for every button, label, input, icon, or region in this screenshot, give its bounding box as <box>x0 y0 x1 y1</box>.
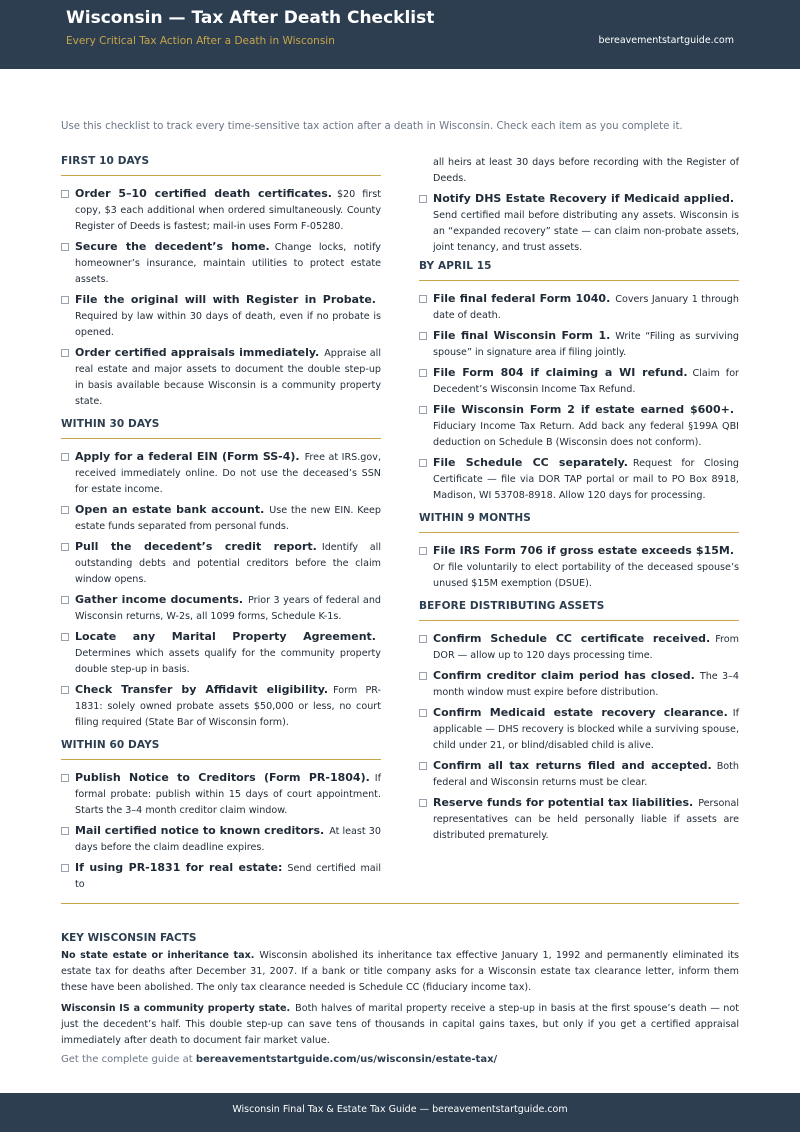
checklist-item <box>61 629 381 678</box>
checklist-item <box>419 328 739 361</box>
item-text: Free at IRS.gov, received immediately online. Do not use the deceased’s SSN for estate income. <box>75 452 381 495</box>
section-title: WITHIN 30 DAYS <box>61 418 160 430</box>
guide-link[interactable]: bereavementstartguide.com/us/wisconsin/estate-tax/ <box>195 1054 498 1065</box>
item-lead: Confirm Schedule CC certificate received. <box>433 632 711 645</box>
item-text: Form PR-1831: solely owned probate assets $50,000 or less, no court filing required (State Bar of Wisconsin form). <box>75 685 381 728</box>
checkbox[interactable] <box>419 406 427 414</box>
checklist-item <box>61 770 381 819</box>
checklist-item <box>61 449 381 498</box>
checkbox[interactable] <box>419 799 427 807</box>
item-lead: Secure the decedent’s home. <box>75 240 270 253</box>
section-by-april-15 <box>419 260 739 504</box>
section-divider <box>419 280 739 281</box>
item-text: Covers January 1 through date of death. <box>433 294 739 321</box>
item-text: Both federal and Wisconsin returns must be clear. <box>433 761 739 788</box>
section-title: WITHIN 9 MONTHS <box>419 512 531 524</box>
checkbox[interactable] <box>61 190 69 198</box>
section-divider <box>419 532 739 533</box>
section-title: BEFORE DISTRIBUTING ASSETS <box>419 600 605 612</box>
checkbox[interactable] <box>419 709 427 717</box>
item-lead: Check Transfer by Affidavit eligibility. <box>75 683 329 696</box>
item-text: From DOR — allow up to 120 days processing time. <box>433 634 739 661</box>
page-header <box>0 0 800 69</box>
checkbox[interactable] <box>61 864 69 872</box>
checklist-item <box>61 292 381 341</box>
item-lead: Apply for a federal EIN (Form SS-4). <box>75 450 300 463</box>
checkbox[interactable] <box>419 369 427 377</box>
checklist-item <box>419 668 739 701</box>
checkbox[interactable] <box>419 459 427 467</box>
checkbox[interactable] <box>419 295 427 303</box>
guide-prefix: Get the complete guide at <box>61 1054 193 1065</box>
section-title: FIRST 10 DAYS <box>61 155 150 167</box>
checkbox[interactable] <box>61 827 69 835</box>
fact-paragraph <box>61 1001 739 1049</box>
item-lead: If using PR-1831 for real estate: <box>75 861 283 874</box>
item-text: Personal representatives can be held personally liable if assets are distributed prematurely. <box>433 798 739 841</box>
item-text: Prior 3 years of federal and Wisconsin returns, W-2s, all 1099 forms, Schedule K-1s. <box>75 595 381 622</box>
item-text: Claim for Decedent’s Wisconsin Income Tax Refund. <box>433 368 740 395</box>
item-text: Or file voluntarily to elect portability of the deceased spouse’s unused $15M exemption (DSUE). <box>433 562 739 589</box>
checklist-item <box>419 191 739 256</box>
fact-text: Both halves of marital property receive a step-up in basis at the first spouse’s death — not just the decedent’s half. This double step-up can save tens of thousands in capital gains taxes, but only if you get a certified appraisal immediately after death to document fair market value. <box>61 1003 739 1046</box>
section-title: WITHIN 60 DAYS <box>61 739 160 751</box>
item-lead: Locate any Marital Property Agreement. <box>75 630 376 643</box>
checkbox[interactable] <box>61 506 69 514</box>
item-text: At least 30 days before the claim deadline expires. <box>75 826 381 853</box>
item-text: Identify all outstanding debts and potential creditors before the claim window opens. <box>75 542 381 585</box>
checklist-item <box>61 345 381 410</box>
item-lead: Confirm creditor claim period has closed. <box>433 669 695 682</box>
item-lead: File final Wisconsin Form 1. <box>433 329 611 342</box>
intro-text: Use this checklist to track every time-sensitive tax action after a death in Wisconsin. Check each item as you complete it. <box>61 121 683 132</box>
checkbox[interactable] <box>419 547 427 555</box>
item-lead: Order 5–10 certified death certificates. <box>75 187 332 200</box>
checklist-item <box>419 705 739 754</box>
item-text: Request for Closing Certificate — file via DOR TAP portal or mail to PO Box 8918, Madison, WI 53708-8918. Allow 120 days for processing. <box>433 458 739 501</box>
checkbox[interactable] <box>61 686 69 694</box>
checkbox[interactable] <box>419 635 427 643</box>
checklist-item <box>419 291 739 324</box>
item-lead: Gather income documents. <box>75 593 244 606</box>
item-text: Determines which assets qualify for the community property double step-up in basis. <box>75 648 381 675</box>
item-lead: Publish Notice to Creditors (Form PR-1804). <box>75 771 370 784</box>
checkbox[interactable] <box>61 543 69 551</box>
section-within-30-days <box>61 418 381 731</box>
fact-text: Wisconsin abolished its inheritance tax effective January 1, 1992 and permanently eliminated its estate tax for deaths after December 31, 2007. If a bank or title company asks for a Wisconsin estate tax clearance letter, inform them these have been abolished. The only tax clearance needed is Schedule CC (fiduciary income tax). <box>61 950 739 993</box>
checklist-item <box>61 823 381 856</box>
item-lead: File IRS Form 706 if gross estate exceeds $15M. <box>433 544 734 557</box>
checklist-item <box>61 860 381 893</box>
checkbox[interactable] <box>61 774 69 782</box>
fact-lead: No state estate or inheritance tax. <box>61 950 255 961</box>
checkbox[interactable] <box>61 349 69 357</box>
checkbox[interactable] <box>61 453 69 461</box>
checklist-item <box>419 758 739 791</box>
item-continuation: all heirs at least 30 days before recording with the Register of Deeds. <box>433 157 739 184</box>
item-text: Required by law within 30 days of death, even if no probate is opened. <box>75 311 381 338</box>
facts-title: KEY WISCONSIN FACTS <box>61 932 197 944</box>
item-text: Appraise all real estate and major assets to document the double step-up in basis available because Wisconsin is a community property state. <box>75 348 381 407</box>
checklist-item <box>61 539 381 588</box>
item-lead: Open an estate bank account. <box>75 503 265 516</box>
item-lead: File Wisconsin Form 2 if estate earned $600+. <box>433 403 734 416</box>
checklist-item <box>61 239 381 288</box>
checkbox[interactable] <box>61 296 69 304</box>
item-text: If formal probate: publish within 15 days of court appointment. Starts the 3–4 month creditor claim window. <box>75 773 381 816</box>
item-text: The 3–4 month window must expire before distribution. <box>433 671 739 698</box>
section-before-distributing <box>419 600 739 844</box>
checklist-item <box>419 795 739 844</box>
section-first-10-days <box>61 155 381 410</box>
item-lead: File Form 804 if claiming a WI refund. <box>433 366 688 379</box>
item-lead: Reserve funds for potential tax liabilities. <box>433 796 694 809</box>
section-divider <box>61 175 381 176</box>
guide-line <box>61 1054 739 1065</box>
item-text: Use the new EIN. Keep estate funds separated from personal funds. <box>75 505 381 532</box>
item-lead: File Schedule CC separately. <box>433 456 628 469</box>
checkbox[interactable] <box>419 332 427 340</box>
section-divider <box>61 759 381 760</box>
checklist-item <box>61 592 381 625</box>
item-lead: Pull the decedent’s credit report. <box>75 540 317 553</box>
section-divider <box>419 620 739 621</box>
item-text: $20 first copy, $3 each additional when ordered simultaneously. County Register of Deeds is fastest; mail-in uses Form F-05280. <box>75 189 382 232</box>
checkbox[interactable] <box>61 243 69 251</box>
fact-lead: Wisconsin IS a community property state. <box>61 1003 291 1014</box>
fact-paragraph <box>61 948 739 996</box>
page-subtitle: Every Critical Tax Action After a Death in Wisconsin <box>66 35 335 47</box>
checklist-item <box>61 186 381 235</box>
header-site-link[interactable]: bereavementstartguide.com <box>598 35 734 46</box>
section-divider <box>61 438 381 439</box>
item-lead: Confirm Medicaid estate recovery clearance. <box>433 706 728 719</box>
checklist-item <box>419 365 739 398</box>
checklist-item <box>419 543 739 592</box>
item-lead: Notify DHS Estate Recovery if Medicaid applied. <box>433 192 734 205</box>
key-facts <box>61 932 739 1065</box>
checklist-item <box>419 631 739 664</box>
facts-divider <box>61 903 739 904</box>
section-within-9-months <box>419 512 739 592</box>
item-lead: Order certified appraisals immediately. <box>75 346 320 359</box>
right-column <box>419 155 739 848</box>
item-text: Send certified mail before distributing any assets. Wisconsin is an “expanded recovery” state — can claim non-probate assets, joint tenancy, and trust assets. <box>433 210 739 253</box>
checkbox[interactable] <box>61 633 69 641</box>
checklist-item <box>61 682 381 731</box>
item-text: If applicable — DHS recovery is blocked while a surviving spouse, child under 21, or blind/disabled child is alive. <box>433 708 739 751</box>
checklist-item <box>419 455 739 504</box>
section-title: BY APRIL 15 <box>419 260 492 272</box>
checkbox[interactable] <box>419 762 427 770</box>
checkbox[interactable] <box>419 195 427 203</box>
checkbox[interactable] <box>61 596 69 604</box>
checkbox[interactable] <box>419 672 427 680</box>
page-footer <box>0 1093 800 1132</box>
checklist-item <box>419 402 739 451</box>
item-lead: Mail certified notice to known creditors. <box>75 824 325 837</box>
section-within-60-days <box>61 739 381 893</box>
left-column <box>61 155 381 897</box>
item-lead: Confirm all tax returns filed and accepted. <box>433 759 712 772</box>
item-text: Write “Filing as surviving spouse” in signature area if filing jointly. <box>433 331 739 358</box>
page-title: Wisconsin — Tax After Death Checklist <box>66 8 435 28</box>
item-text: Change locks, notify homeowner’s insurance, maintain utilities to protect estate assets. <box>75 242 381 285</box>
item-lead: File final federal Form 1040. <box>433 292 611 305</box>
item-text: Fiduciary Income Tax Return. Add back any federal §199A QBI deduction on Schedule B (Wisconsin does not conform). <box>433 421 739 448</box>
item-text: Send certified mail to <box>75 863 382 890</box>
item-lead: File the original will with Register in Probate. <box>75 293 376 306</box>
footer-text: Wisconsin Final Tax & Estate Tax Guide — bereavementstartguide.com <box>232 1104 568 1115</box>
checklist-item <box>61 502 381 535</box>
